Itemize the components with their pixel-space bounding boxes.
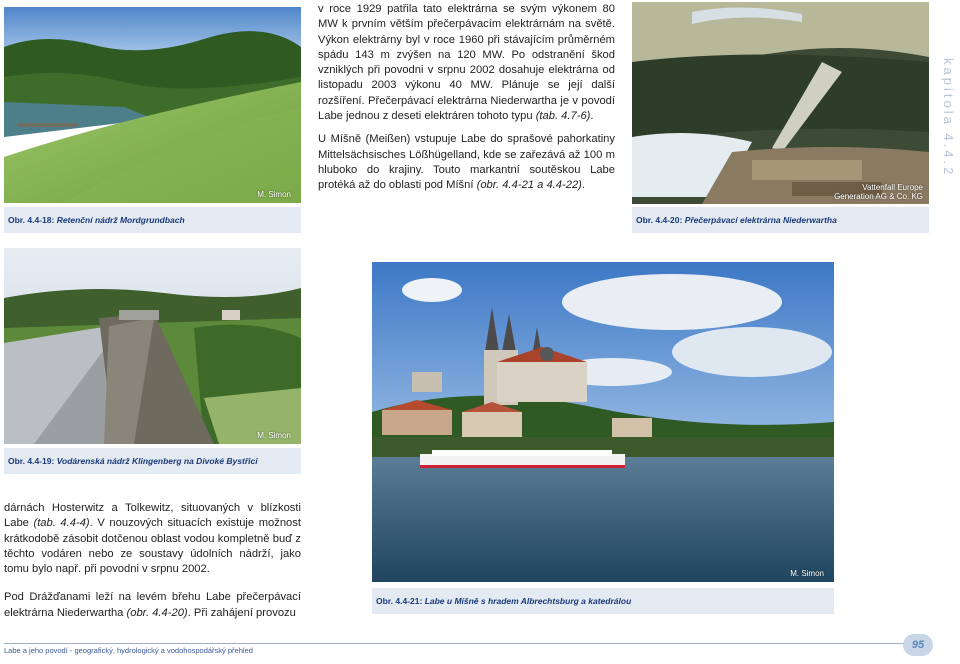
paragraph-text: . V nouzových situacích existuje možnost krátkodobě zásobit dotčenou oblast vodou kompletně buď z těchto vodáren nebo ze soustavy údolních nádrží, jako tomu bylo např. při povodni v srpnu 2002. bbox=[4, 517, 301, 576]
caption-number: Obr. 4.4-20: bbox=[636, 215, 683, 225]
photo-klingenberg bbox=[4, 248, 301, 444]
paragraph-text: . Při zahájení provozu bbox=[187, 606, 296, 619]
photo-credit: M. Simon bbox=[257, 431, 291, 440]
photo-credit bbox=[834, 183, 923, 201]
paragraph bbox=[318, 2, 615, 124]
footer-title: Labe a jeho povodí - geografický, hydrologický a vodohospodářský přehled bbox=[4, 646, 253, 655]
footer-divider bbox=[4, 643, 904, 644]
paragraph bbox=[318, 132, 615, 193]
credit-line: Generation AG & Co. KG bbox=[834, 192, 923, 201]
chapter-label: kapitola 4.4.2 bbox=[941, 58, 956, 178]
caption-fig-19 bbox=[4, 448, 301, 474]
caption-number: Obr. 4.4-19: bbox=[8, 456, 55, 466]
paragraph-text: . bbox=[590, 110, 594, 123]
paragraph-text: dárnách Hosterwitz a Tolkewitz, situovaných v blízkosti Labe bbox=[4, 502, 301, 530]
text-column-top bbox=[318, 2, 615, 194]
paragraph bbox=[4, 501, 301, 577]
paragraph-text: U Míšně (Meißen) vstupuje Labe do sprašové pahorkatiny Mittelsächsisches Lößhügelland, kde se zařezává až 100 m hluboko do krajiny. Touto markantní soutěskou Labe protéká až do oblasti pod Míšní bbox=[318, 133, 615, 192]
caption-text: Vodárenská nádrž Klingenberg na Divoké Bystřici bbox=[56, 456, 258, 466]
caption-text: Přečerpávací elektrárna Niederwartha bbox=[684, 215, 837, 225]
photo-albrechtsburg bbox=[372, 262, 834, 582]
photo-credit: M. Simon bbox=[790, 569, 824, 578]
caption-text: Retenční nádrž Mordgrundbach bbox=[56, 215, 185, 225]
caption-fig-21 bbox=[372, 588, 834, 614]
figure-reference: (obr. 4.4-20) bbox=[126, 606, 188, 619]
caption-text: Labe u Míšně s hradem Albrechtsburg a katedrálou bbox=[424, 596, 632, 606]
paragraph-text: . bbox=[581, 179, 586, 192]
credit-line: Vattenfall Europe bbox=[862, 183, 923, 192]
caption-fig-18 bbox=[4, 207, 301, 233]
page-number: 95 bbox=[903, 634, 933, 656]
text-column-bottom bbox=[4, 501, 301, 621]
paragraph bbox=[4, 590, 301, 621]
photo-niederwartha bbox=[632, 2, 929, 204]
paragraph-text: Pod Drážďanami leží na levém břehu Labe přečerpávací elektrárna Niederwartha bbox=[4, 591, 301, 619]
caption-number: Obr. 4.4-21: bbox=[376, 596, 423, 606]
caption-fig-20 bbox=[632, 207, 929, 233]
photo-mordgrundbach bbox=[4, 7, 301, 203]
figure-reference: (obr. 4.4-21 a 4.4-22) bbox=[476, 179, 582, 192]
photo-credit: M. Simon bbox=[257, 190, 291, 199]
caption-number: Obr. 4.4-18: bbox=[8, 215, 55, 225]
paragraph-text: v roce 1929 patřila tato elektrárna se svým výkonem 80 MW k prvním větším přečerpávacím elektrárnám na světě. Výkon elektrárny byl v roce 1960 při stávajícím průměrném spádu 143 m zvýšen na 120 MW. Po odstranění škod vzniklých při povodni v srpnu 2002 dosahuje elektrárna od listopadu 2003 výkonu 40 MW. Plánuje se její další rozšíření. Přečerpávací elektrárna Niederwartha je v povodí Labe jednou z deseti elektráren tohoto typu bbox=[318, 3, 615, 123]
table-reference: (tab. 4.4-4) bbox=[33, 517, 90, 530]
table-reference: (tab. 4.7-6) bbox=[535, 110, 591, 123]
